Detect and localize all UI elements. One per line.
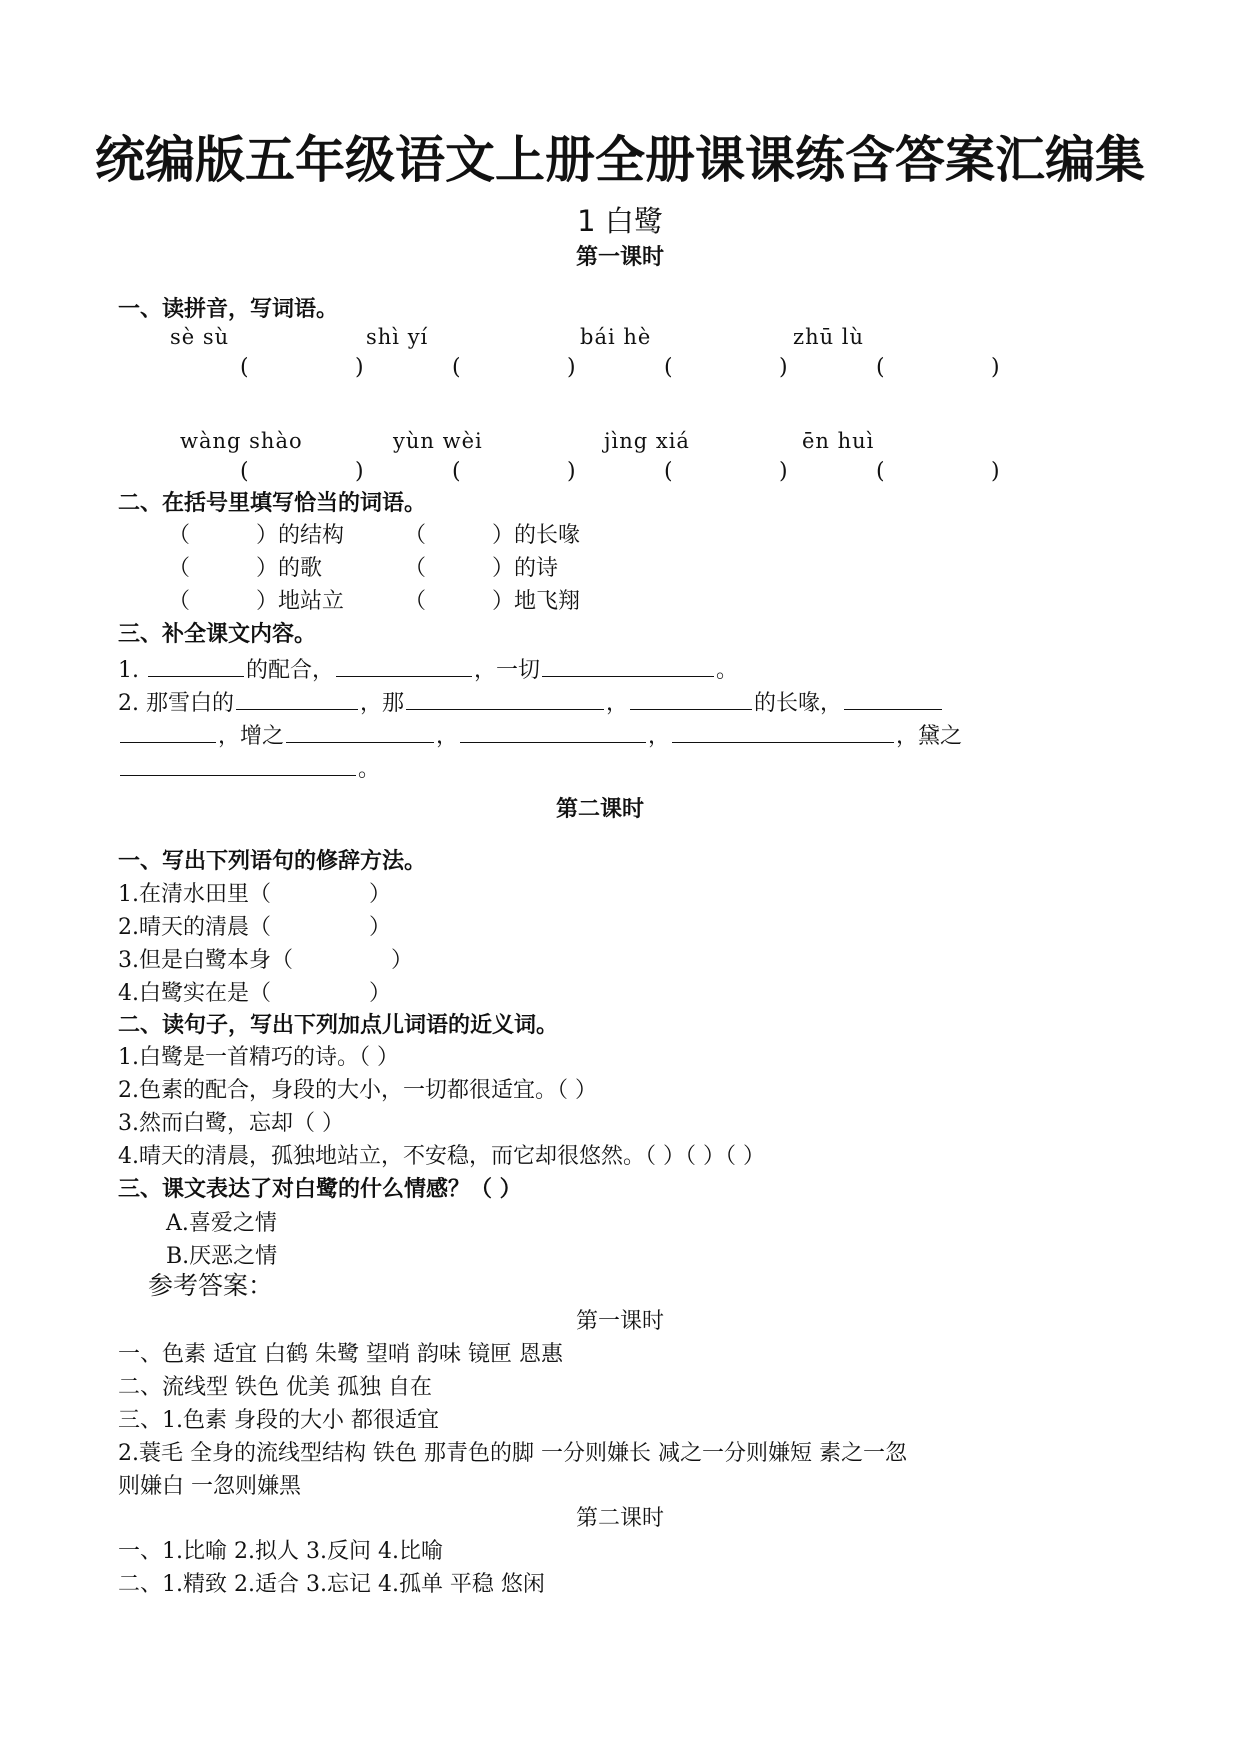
document-title: 统编版五年级语文上册全册课课练含答案汇编集 bbox=[95, 131, 1145, 189]
fill-item: ）的歌 bbox=[256, 556, 323, 581]
fill-open: （ bbox=[404, 589, 427, 614]
option-a: A.喜爱之情 bbox=[166, 1211, 277, 1236]
q3-text: 的配合， bbox=[246, 658, 335, 683]
q3-text: 的长喙， bbox=[754, 691, 843, 716]
lesson-title: 1 白鹭 bbox=[577, 204, 663, 238]
q3-line-3 bbox=[118, 720, 962, 751]
answer-line: 则嫌白 一忽则嫌黑 bbox=[118, 1474, 301, 1499]
paren-open: ( bbox=[452, 355, 461, 380]
q3-text: ，一切 bbox=[474, 658, 541, 683]
fill-item: ）地飞翔 bbox=[492, 589, 581, 614]
q3-text: ， bbox=[648, 724, 671, 749]
answer-line: 2.蓑毛 全身的流线型结构 铁色 那青色的脚 一分则嫌长 减之一分则嫌短 素之一忽 bbox=[118, 1441, 907, 1466]
answer-line: 一、色素 适宜 白鹤 朱鹭 望哨 韵味 镜匣 恩惠 bbox=[118, 1342, 563, 1367]
pinyin-baihe: bái hè bbox=[580, 325, 652, 349]
paren-open: ( bbox=[664, 459, 673, 484]
blank[interactable] bbox=[336, 654, 472, 677]
rhetoric-close: ） bbox=[391, 948, 414, 973]
fill-item: ）的诗 bbox=[492, 556, 559, 581]
answers-title: 参考答案： bbox=[148, 1271, 274, 1300]
p2-q2-heading: 二、读句子，写出下列加点儿词语的近义词。 bbox=[118, 1013, 559, 1038]
p1-q3-heading: 三、补全课文内容。 bbox=[118, 622, 317, 647]
answer-line: 一、1.比喻 2.拟人 3.反问 4.比喻 bbox=[118, 1539, 443, 1564]
q3-text: ，增之 bbox=[218, 724, 285, 749]
q3-line-4 bbox=[118, 753, 380, 784]
p2-q3-heading: 三、课文表达了对白鹭的什么情感？（ ） bbox=[118, 1177, 522, 1202]
pinyin-jingxia: jìng xiá bbox=[604, 429, 690, 453]
blank[interactable] bbox=[120, 753, 356, 776]
fill-open: （ bbox=[168, 556, 191, 581]
rhetoric-text: 1.在清水田里（ bbox=[118, 882, 271, 907]
paren-open: ( bbox=[240, 459, 249, 484]
paren-open: ( bbox=[876, 355, 885, 380]
option-b: B.厌恶之情 bbox=[166, 1244, 278, 1269]
blank[interactable] bbox=[286, 720, 434, 743]
q3-line-2-num: 2. 那雪白的 bbox=[118, 691, 234, 716]
rhetoric-close: ） bbox=[369, 882, 392, 907]
pinyin-zhulu: zhū lù bbox=[793, 325, 865, 349]
paren-close: ) bbox=[355, 355, 364, 380]
fill-open: （ bbox=[404, 556, 427, 581]
pinyin-yunwei: yùn wèi bbox=[393, 429, 483, 453]
blank[interactable] bbox=[542, 654, 714, 677]
blank[interactable] bbox=[236, 687, 358, 710]
pinyin-shiyi: shì yí bbox=[366, 325, 429, 349]
synonym-item-3: 3.然而白鹭，忘却（ ） bbox=[118, 1111, 344, 1136]
q3-text: ，黛之 bbox=[896, 724, 963, 749]
period-1-label: 第一课时 bbox=[575, 245, 664, 270]
fill-item: ）地站立 bbox=[256, 589, 345, 614]
paren-close: ) bbox=[991, 355, 1000, 380]
pinyin-sesu: sè sù bbox=[170, 325, 230, 349]
blank[interactable] bbox=[148, 654, 244, 677]
rhetoric-text: 2.晴天的清晨（ bbox=[118, 915, 271, 940]
paren-close: ) bbox=[779, 459, 788, 484]
paren-close: ) bbox=[567, 355, 576, 380]
answers-period-1-label: 第一课时 bbox=[575, 1309, 664, 1334]
q3-text: ， bbox=[436, 724, 459, 749]
rhetoric-text: 3.但是白鹭本身（ bbox=[118, 948, 293, 973]
fill-item: ）的长喙 bbox=[492, 523, 581, 548]
blank[interactable] bbox=[672, 720, 894, 743]
synonym-item-2: 2.色素的配合，身段的大小，一切都很适宜。（ ） bbox=[118, 1078, 597, 1103]
paren-close: ) bbox=[355, 459, 364, 484]
q3-text: 。 bbox=[358, 757, 381, 782]
rhetoric-item-3 bbox=[118, 947, 413, 975]
q3-line-2 bbox=[118, 687, 944, 718]
synonym-item-4: 4.晴天的清晨，孤独地站立，不安稳，而它却很悠然。（ ）（ ）（ ） bbox=[118, 1144, 765, 1169]
q3-text: ，那 bbox=[359, 691, 404, 716]
q3-text: 。 bbox=[716, 658, 739, 683]
pinyin-enhui: ēn huì bbox=[802, 429, 875, 453]
fill-open: （ bbox=[168, 523, 191, 548]
period-2-label: 第二课时 bbox=[555, 797, 644, 822]
q3-line-1-num: 1. bbox=[118, 658, 139, 683]
rhetoric-item-4 bbox=[118, 980, 391, 1008]
rhetoric-item-2 bbox=[118, 914, 391, 942]
pinyin-wangshao: wàng shào bbox=[180, 429, 303, 453]
p2-q1-heading: 一、写出下列语句的修辞方法。 bbox=[118, 849, 427, 874]
answer-line: 三、1.色素 身段的大小 都很适宜 bbox=[118, 1408, 439, 1433]
rhetoric-close: ） bbox=[369, 915, 392, 940]
blank[interactable] bbox=[630, 687, 752, 710]
blank[interactable] bbox=[460, 720, 646, 743]
synonym-item-1: 1.白鹭是一首精巧的诗。（ ） bbox=[118, 1045, 399, 1070]
rhetoric-item-1 bbox=[118, 881, 391, 909]
rhetoric-text: 4.白鹭实在是（ bbox=[118, 981, 271, 1006]
paren-open: ( bbox=[664, 355, 673, 380]
paren-open: ( bbox=[452, 459, 461, 484]
answers-period-2-label: 第二课时 bbox=[575, 1506, 664, 1531]
fill-item: ）的结构 bbox=[256, 523, 345, 548]
blank[interactable] bbox=[406, 687, 604, 710]
paren-open: ( bbox=[240, 355, 249, 380]
answer-line: 二、流线型 铁色 优美 孤独 自在 bbox=[118, 1375, 432, 1400]
paren-close: ) bbox=[779, 355, 788, 380]
q3-line-1 bbox=[118, 654, 738, 685]
blank[interactable] bbox=[844, 687, 942, 710]
p1-q1-heading: 一、读拼音，写词语。 bbox=[118, 297, 339, 322]
fill-open: （ bbox=[404, 523, 427, 548]
blank[interactable] bbox=[120, 720, 216, 743]
rhetoric-close: ） bbox=[369, 981, 392, 1006]
fill-open: （ bbox=[168, 589, 191, 614]
answer-line: 二、1.精致 2.适合 3.忘记 4.孤单 平稳 悠闲 bbox=[118, 1572, 545, 1597]
paren-close: ) bbox=[567, 459, 576, 484]
paren-open: ( bbox=[876, 459, 885, 484]
q3-text: ， bbox=[606, 691, 629, 716]
paren-close: ) bbox=[991, 459, 1000, 484]
p1-q2-heading: 二、在括号里填写恰当的词语。 bbox=[118, 491, 427, 516]
